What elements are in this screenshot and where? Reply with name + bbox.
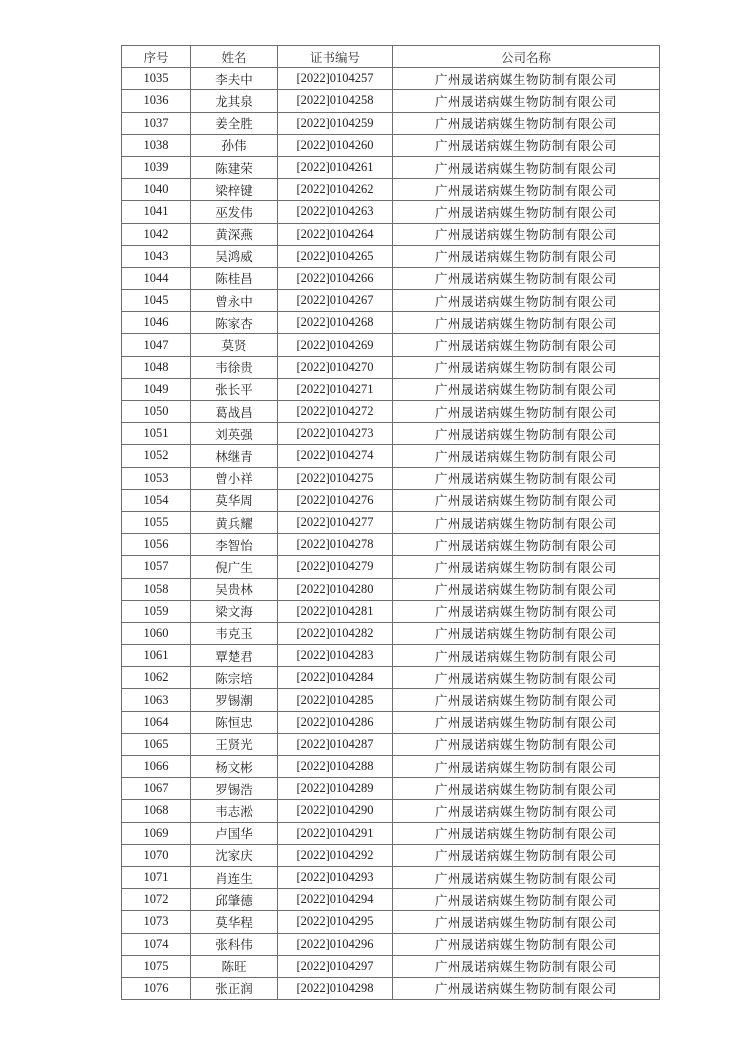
cell-company-name: 广州晟诺病媒生物防制有限公司 — [393, 245, 660, 267]
cell-serial-no: 1039 — [122, 156, 191, 178]
cell-serial-no: 1038 — [122, 134, 191, 156]
table-row — [122, 445, 660, 467]
cell-certificate-no: [2022]0104259 — [278, 112, 393, 134]
cell-certificate-no: [2022]0104263 — [278, 201, 393, 223]
cell-name: 李智怡 — [191, 534, 278, 556]
cell-serial-no: 1041 — [122, 201, 191, 223]
cell-company-name: 广州晟诺病媒生物防制有限公司 — [393, 511, 660, 533]
cell-name: 葛战昌 — [191, 401, 278, 423]
cell-company-name: 广州晟诺病媒生物防制有限公司 — [393, 955, 660, 977]
cell-name: 吴鸿威 — [191, 245, 278, 267]
cell-name: 巫发伟 — [191, 201, 278, 223]
cell-serial-no: 1057 — [122, 556, 191, 578]
table-row — [122, 955, 660, 977]
table-row — [122, 68, 660, 90]
table-row — [122, 800, 660, 822]
cell-serial-no: 1054 — [122, 489, 191, 511]
cell-certificate-no: [2022]0104268 — [278, 312, 393, 334]
cell-company-name: 广州晟诺病媒生物防制有限公司 — [393, 489, 660, 511]
cell-certificate-no: [2022]0104260 — [278, 134, 393, 156]
table-row — [122, 600, 660, 622]
cell-name: 刘英强 — [191, 423, 278, 445]
cell-serial-no: 1056 — [122, 534, 191, 556]
table-row — [122, 756, 660, 778]
cell-company-name: 广州晟诺病媒生物防制有限公司 — [393, 622, 660, 644]
cell-certificate-no: [2022]0104297 — [278, 955, 393, 977]
cell-certificate-no: [2022]0104257 — [278, 68, 393, 90]
cell-certificate-no: [2022]0104258 — [278, 90, 393, 112]
cell-certificate-no: [2022]0104298 — [278, 977, 393, 999]
cell-name: 龙其泉 — [191, 90, 278, 112]
cell-certificate-no: [2022]0104289 — [278, 778, 393, 800]
cell-certificate-no: [2022]0104286 — [278, 711, 393, 733]
cell-serial-no: 1075 — [122, 955, 191, 977]
table-row — [122, 134, 660, 156]
table-row — [122, 489, 660, 511]
cell-company-name: 广州晟诺病媒生物防制有限公司 — [393, 689, 660, 711]
cell-certificate-no: [2022]0104283 — [278, 645, 393, 667]
cell-certificate-no: [2022]0104279 — [278, 556, 393, 578]
cell-company-name: 广州晟诺病媒生物防制有限公司 — [393, 156, 660, 178]
cell-name: 邱肇德 — [191, 889, 278, 911]
table-row — [122, 290, 660, 312]
cell-name: 韦志淞 — [191, 800, 278, 822]
table-row — [122, 733, 660, 755]
cell-serial-no: 1071 — [122, 866, 191, 888]
table-row — [122, 889, 660, 911]
table-row — [122, 778, 660, 800]
cell-serial-no: 1076 — [122, 977, 191, 999]
cell-serial-no: 1043 — [122, 245, 191, 267]
cell-name: 覃楚君 — [191, 645, 278, 667]
cell-company-name: 广州晟诺病媒生物防制有限公司 — [393, 290, 660, 312]
cell-serial-no: 1060 — [122, 622, 191, 644]
cell-serial-no: 1059 — [122, 600, 191, 622]
cell-company-name: 广州晟诺病媒生物防制有限公司 — [393, 733, 660, 755]
cell-serial-no: 1073 — [122, 911, 191, 933]
cell-company-name: 广州晟诺病媒生物防制有限公司 — [393, 334, 660, 356]
cell-certificate-no: [2022]0104281 — [278, 600, 393, 622]
cell-certificate-no: [2022]0104292 — [278, 844, 393, 866]
cell-company-name: 广州晟诺病媒生物防制有限公司 — [393, 223, 660, 245]
cell-company-name: 广州晟诺病媒生物防制有限公司 — [393, 467, 660, 489]
cell-name: 杨文彬 — [191, 756, 278, 778]
cell-company-name: 广州晟诺病媒生物防制有限公司 — [393, 312, 660, 334]
cell-company-name: 广州晟诺病媒生物防制有限公司 — [393, 578, 660, 600]
cell-name: 王贤光 — [191, 733, 278, 755]
certificate-table — [121, 45, 660, 1000]
cell-serial-no: 1074 — [122, 933, 191, 955]
table-row — [122, 844, 660, 866]
cell-serial-no: 1042 — [122, 223, 191, 245]
cell-company-name: 广州晟诺病媒生物防制有限公司 — [393, 90, 660, 112]
table-row — [122, 267, 660, 289]
cell-company-name: 广州晟诺病媒生物防制有限公司 — [393, 800, 660, 822]
cell-company-name: 广州晟诺病媒生物防制有限公司 — [393, 534, 660, 556]
cell-company-name: 广州晟诺病媒生物防制有限公司 — [393, 889, 660, 911]
cell-company-name: 广州晟诺病媒生物防制有限公司 — [393, 134, 660, 156]
cell-certificate-no: [2022]0104287 — [278, 733, 393, 755]
cell-name: 李夫中 — [191, 68, 278, 90]
table-row — [122, 401, 660, 423]
cell-company-name: 广州晟诺病媒生物防制有限公司 — [393, 911, 660, 933]
cell-company-name: 广州晟诺病媒生物防制有限公司 — [393, 378, 660, 400]
cell-certificate-no: [2022]0104270 — [278, 356, 393, 378]
header-certificate-no: 证书编号 — [278, 46, 393, 68]
cell-serial-no: 1066 — [122, 756, 191, 778]
table-row — [122, 156, 660, 178]
cell-serial-no: 1045 — [122, 290, 191, 312]
cell-company-name: 广州晟诺病媒生物防制有限公司 — [393, 445, 660, 467]
table-row — [122, 667, 660, 689]
table-row — [122, 511, 660, 533]
cell-serial-no: 1050 — [122, 401, 191, 423]
header-name: 姓名 — [191, 46, 278, 68]
cell-name: 罗锡浩 — [191, 778, 278, 800]
cell-name: 沈家庆 — [191, 844, 278, 866]
cell-name: 梁梓键 — [191, 179, 278, 201]
table-body — [122, 68, 660, 1000]
cell-name: 肖连生 — [191, 866, 278, 888]
table-row — [122, 578, 660, 600]
table-row — [122, 179, 660, 201]
cell-name: 林继青 — [191, 445, 278, 467]
cell-certificate-no: [2022]0104288 — [278, 756, 393, 778]
cell-company-name: 广州晟诺病媒生物防制有限公司 — [393, 844, 660, 866]
cell-serial-no: 1035 — [122, 68, 191, 90]
cell-name: 吴贵林 — [191, 578, 278, 600]
cell-name: 莫贤 — [191, 334, 278, 356]
cell-serial-no: 1037 — [122, 112, 191, 134]
table-row — [122, 467, 660, 489]
cell-certificate-no: [2022]0104284 — [278, 667, 393, 689]
cell-name: 陈家杏 — [191, 312, 278, 334]
table-row — [122, 933, 660, 955]
cell-company-name: 广州晟诺病媒生物防制有限公司 — [393, 401, 660, 423]
cell-serial-no: 1049 — [122, 378, 191, 400]
cell-name: 莫华程 — [191, 911, 278, 933]
table-row — [122, 223, 660, 245]
table-row — [122, 645, 660, 667]
table-row — [122, 378, 660, 400]
cell-serial-no: 1052 — [122, 445, 191, 467]
cell-company-name: 广州晟诺病媒生物防制有限公司 — [393, 201, 660, 223]
cell-certificate-no: [2022]0104296 — [278, 933, 393, 955]
cell-name: 陈旺 — [191, 955, 278, 977]
cell-name: 罗锡潮 — [191, 689, 278, 711]
cell-certificate-no: [2022]0104264 — [278, 223, 393, 245]
cell-name: 曾永中 — [191, 290, 278, 312]
cell-name: 张正润 — [191, 977, 278, 999]
table-row — [122, 245, 660, 267]
cell-company-name: 广州晟诺病媒生物防制有限公司 — [393, 556, 660, 578]
cell-serial-no: 1053 — [122, 467, 191, 489]
cell-company-name: 广州晟诺病媒生物防制有限公司 — [393, 112, 660, 134]
cell-name: 陈恒忠 — [191, 711, 278, 733]
cell-serial-no: 1067 — [122, 778, 191, 800]
cell-serial-no: 1065 — [122, 733, 191, 755]
table-row — [122, 334, 660, 356]
cell-company-name: 广州晟诺病媒生物防制有限公司 — [393, 645, 660, 667]
cell-certificate-no: [2022]0104271 — [278, 378, 393, 400]
cell-name: 莫华周 — [191, 489, 278, 511]
cell-serial-no: 1044 — [122, 267, 191, 289]
cell-company-name: 广州晟诺病媒生物防制有限公司 — [393, 68, 660, 90]
cell-serial-no: 1064 — [122, 711, 191, 733]
cell-serial-no: 1047 — [122, 334, 191, 356]
table-header-row — [122, 46, 660, 68]
cell-serial-no: 1048 — [122, 356, 191, 378]
cell-name: 姜全胜 — [191, 112, 278, 134]
cell-certificate-no: [2022]0104285 — [278, 689, 393, 711]
cell-name: 陈建荣 — [191, 156, 278, 178]
table-row — [122, 556, 660, 578]
cell-name: 倪广生 — [191, 556, 278, 578]
cell-company-name: 广州晟诺病媒生物防制有限公司 — [393, 423, 660, 445]
cell-certificate-no: [2022]0104274 — [278, 445, 393, 467]
cell-certificate-no: [2022]0104267 — [278, 290, 393, 312]
table-row — [122, 911, 660, 933]
cell-company-name: 广州晟诺病媒生物防制有限公司 — [393, 977, 660, 999]
table-row — [122, 356, 660, 378]
cell-name: 曾小祥 — [191, 467, 278, 489]
cell-certificate-no: [2022]0104261 — [278, 156, 393, 178]
cell-name: 黄兵耀 — [191, 511, 278, 533]
cell-serial-no: 1063 — [122, 689, 191, 711]
cell-certificate-no: [2022]0104266 — [278, 267, 393, 289]
cell-serial-no: 1058 — [122, 578, 191, 600]
cell-certificate-no: [2022]0104275 — [278, 467, 393, 489]
cell-certificate-no: [2022]0104290 — [278, 800, 393, 822]
cell-company-name: 广州晟诺病媒生物防制有限公司 — [393, 356, 660, 378]
cell-serial-no: 1055 — [122, 511, 191, 533]
cell-name: 张科伟 — [191, 933, 278, 955]
table-row — [122, 977, 660, 999]
cell-serial-no: 1070 — [122, 844, 191, 866]
cell-certificate-no: [2022]0104293 — [278, 866, 393, 888]
cell-certificate-no: [2022]0104282 — [278, 622, 393, 644]
table-row — [122, 534, 660, 556]
cell-company-name: 广州晟诺病媒生物防制有限公司 — [393, 667, 660, 689]
cell-certificate-no: [2022]0104295 — [278, 911, 393, 933]
cell-name: 梁文海 — [191, 600, 278, 622]
cell-company-name: 广州晟诺病媒生物防制有限公司 — [393, 822, 660, 844]
cell-certificate-no: [2022]0104278 — [278, 534, 393, 556]
table-row — [122, 866, 660, 888]
cell-serial-no: 1046 — [122, 312, 191, 334]
table-row — [122, 423, 660, 445]
cell-name: 陈宗培 — [191, 667, 278, 689]
cell-serial-no: 1036 — [122, 90, 191, 112]
cell-company-name: 广州晟诺病媒生物防制有限公司 — [393, 933, 660, 955]
cell-name: 韦徐贵 — [191, 356, 278, 378]
cell-certificate-no: [2022]0104272 — [278, 401, 393, 423]
cell-certificate-no: [2022]0104276 — [278, 489, 393, 511]
cell-name: 卢国华 — [191, 822, 278, 844]
header-company-name: 公司名称 — [393, 46, 660, 68]
cell-company-name: 广州晟诺病媒生物防制有限公司 — [393, 267, 660, 289]
cell-company-name: 广州晟诺病媒生物防制有限公司 — [393, 711, 660, 733]
cell-name: 孙伟 — [191, 134, 278, 156]
cell-certificate-no: [2022]0104269 — [278, 334, 393, 356]
table-row — [122, 201, 660, 223]
cell-certificate-no: [2022]0104262 — [278, 179, 393, 201]
cell-name: 张长平 — [191, 378, 278, 400]
cell-certificate-no: [2022]0104294 — [278, 889, 393, 911]
cell-company-name: 广州晟诺病媒生物防制有限公司 — [393, 179, 660, 201]
table-row — [122, 90, 660, 112]
cell-serial-no: 1061 — [122, 645, 191, 667]
table-row — [122, 711, 660, 733]
table-row — [122, 312, 660, 334]
cell-serial-no: 1062 — [122, 667, 191, 689]
cell-company-name: 广州晟诺病媒生物防制有限公司 — [393, 756, 660, 778]
cell-company-name: 广州晟诺病媒生物防制有限公司 — [393, 600, 660, 622]
table-row — [122, 112, 660, 134]
cell-company-name: 广州晟诺病媒生物防制有限公司 — [393, 778, 660, 800]
cell-certificate-no: [2022]0104265 — [278, 245, 393, 267]
cell-name: 黄深燕 — [191, 223, 278, 245]
cell-serial-no: 1069 — [122, 822, 191, 844]
cell-certificate-no: [2022]0104291 — [278, 822, 393, 844]
header-serial-no: 序号 — [122, 46, 191, 68]
table-row — [122, 822, 660, 844]
cell-serial-no: 1040 — [122, 179, 191, 201]
table-row — [122, 622, 660, 644]
cell-serial-no: 1068 — [122, 800, 191, 822]
cell-name: 陈桂昌 — [191, 267, 278, 289]
table-row — [122, 689, 660, 711]
cell-certificate-no: [2022]0104273 — [278, 423, 393, 445]
cell-serial-no: 1051 — [122, 423, 191, 445]
cell-company-name: 广州晟诺病媒生物防制有限公司 — [393, 866, 660, 888]
cell-certificate-no: [2022]0104277 — [278, 511, 393, 533]
cell-serial-no: 1072 — [122, 889, 191, 911]
cell-name: 韦克玉 — [191, 622, 278, 644]
cell-certificate-no: [2022]0104280 — [278, 578, 393, 600]
